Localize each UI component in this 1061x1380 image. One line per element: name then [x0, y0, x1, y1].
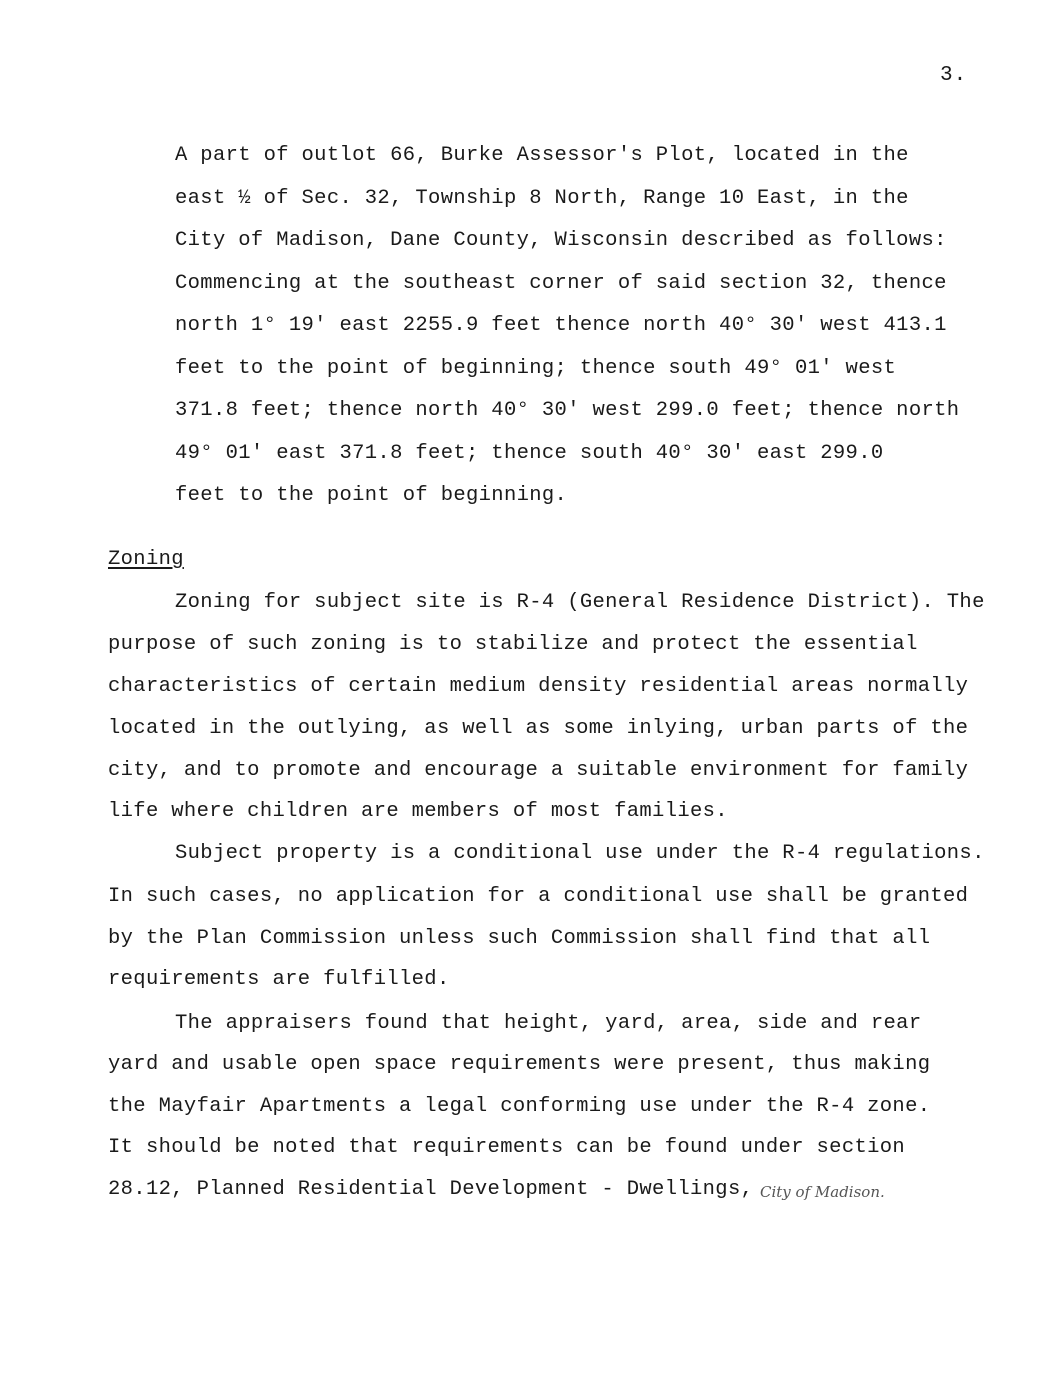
legal-description-line: A part of outlot 66, Burke Assessor's Plot, located in the [175, 144, 909, 167]
legal-description-line: north 1° 19' east 2255.9 feet thence north 40° 30' west 413.1 [175, 314, 947, 337]
zoning-line: 28.12, Planned Residential Development - Dwellings, [108, 1178, 754, 1201]
zoning-heading: Zoning [108, 548, 184, 571]
legal-description-line: feet to the point of beginning. [175, 484, 568, 507]
legal-description-line: 49° 01' east 371.8 feet; thence south 40° 30' east 299.0 [175, 442, 884, 465]
zoning-line: Subject property is a conditional use under the R-4 regulations. [175, 842, 985, 865]
legal-description-line: Commencing at the southeast corner of said section 32, thence [175, 272, 947, 295]
legal-description-line: feet to the point of beginning; thence south 49° 01' west [175, 357, 897, 380]
zoning-line: It should be noted that requirements can be found under section [108, 1136, 906, 1159]
zoning-line: characteristics of certain medium density residential areas normally [108, 675, 969, 698]
legal-description-line: 371.8 feet; thence north 40° 30' west 299.0 feet; thence north [175, 399, 960, 422]
zoning-line: In such cases, no application for a conditional use shall be granted [108, 885, 969, 908]
zoning-line: the Mayfair Apartments a legal conforming use under the R-4 zone. [108, 1095, 931, 1118]
zoning-line: yard and usable open space requirements were present, thus making [108, 1053, 931, 1076]
zoning-line: Zoning for subject site is R-4 (General Residence District). The [175, 591, 985, 614]
zoning-line: by the Plan Commission unless such Commission shall find that all [108, 927, 931, 950]
legal-description-line: east ½ of Sec. 32, Township 8 North, Range 10 East, in the [175, 187, 909, 210]
handwritten-annotation: City of Madison. [760, 1183, 885, 1201]
zoning-line: The appraisers found that height, yard, area, side and rear [175, 1012, 922, 1035]
page-number: 3. [940, 64, 968, 87]
zoning-line: purpose of such zoning is to stabilize and protect the essential [108, 633, 918, 656]
zoning-line: life where children are members of most families. [108, 800, 728, 823]
zoning-line: city, and to promote and encourage a suitable environment for family [108, 759, 969, 782]
zoning-line: requirements are fulfilled. [108, 968, 450, 991]
legal-description-line: City of Madison, Dane County, Wisconsin described as follows: [175, 229, 947, 252]
zoning-line: located in the outlying, as well as some inlying, urban parts of the [108, 717, 969, 740]
